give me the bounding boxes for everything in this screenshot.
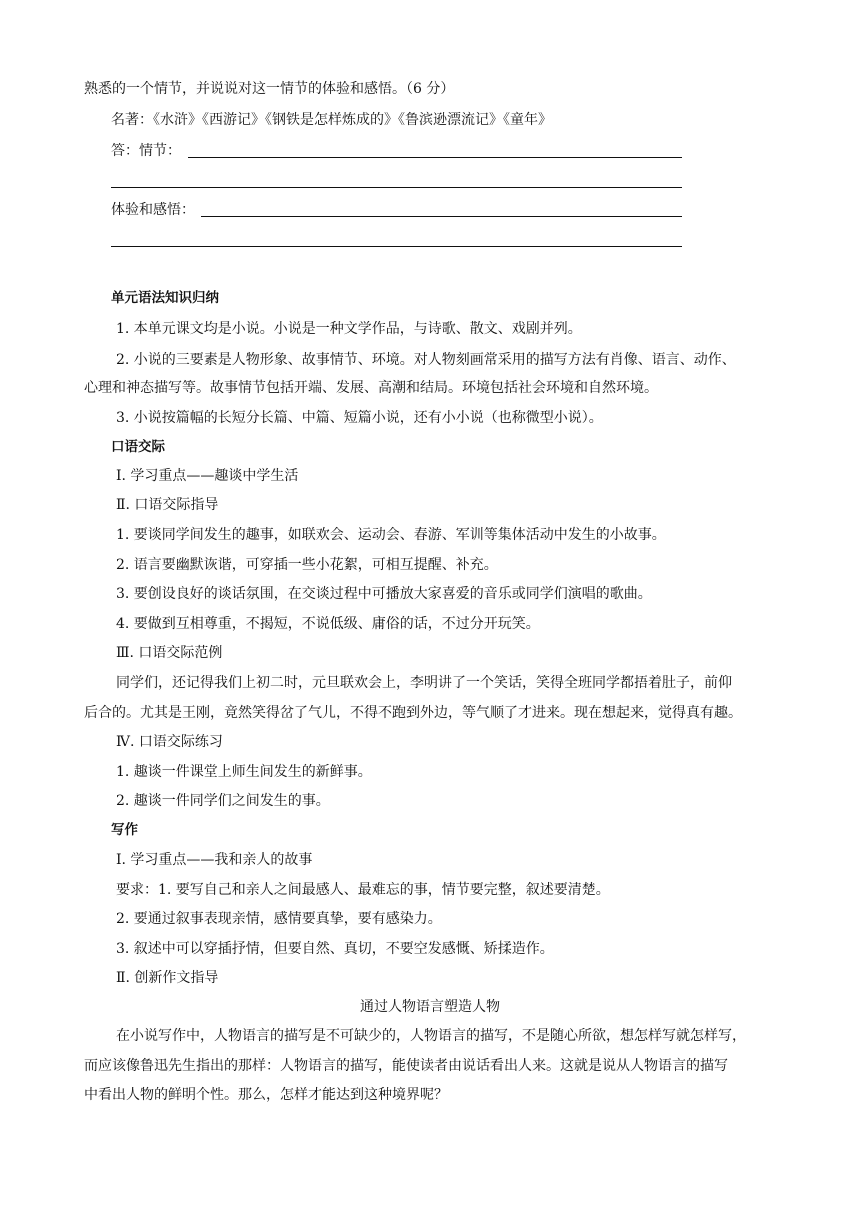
answer-plot-label: 答：情节： [111, 143, 181, 159]
article-title: 通过人物语言塑造人物 [360, 999, 500, 1015]
oral-guide-4: 4. 要做到互相尊重，不揭短，不说低级、庸俗的话，不过分开玩笑。 [116, 616, 540, 632]
oral-section-3: Ⅲ. 口语交际范例 [116, 645, 223, 661]
oral-example-line-2: 后合的。尤其是王刚，竟然笑得岔了气儿，不得不跑到外边，等气顺了才进来。现在想起来，觉得真有趣。 [84, 705, 742, 721]
oral-section-2: Ⅱ. 口语交际指导 [116, 497, 219, 513]
oral-guide-2: 2. 语言要幽默诙谐，可穿插一些小花絮，可相互提醒、补充。 [116, 557, 498, 573]
article-line-3: 中看出人物的鲜明个性。那么，怎样才能达到这种境界呢？ [84, 1087, 448, 1103]
oral-section-4: Ⅳ. 口语交际练习 [116, 734, 223, 750]
writing-heading: 写作 [111, 822, 138, 838]
writing-section-2: Ⅱ. 创新作文指导 [116, 970, 219, 986]
oral-heading: 口语交际 [111, 439, 165, 455]
answer-plot-blank-2[interactable] [111, 187, 682, 188]
article-line-1: 在小说写作中，人物语言的描写是不可缺少的，人物语言的描写，不是随心所欲，想怎样写就怎样写， [116, 1028, 746, 1044]
grammar-point-1: 1. 本单元课文均是小说。小说是一种文学作品，与诗歌、散文、戏剧并列。 [116, 321, 582, 337]
grammar-point-2-line-1: 2. 小说的三要素是人物形象、故事情节、环境。对人物刻画常采用的描写方法有肖像、语言、动作、 [116, 352, 736, 368]
answer-plot-blank-1[interactable] [188, 157, 682, 158]
article-line-2: 而应该像鲁迅先生指出的那样：人物语言的描写，能使读者由说话看出人来。这就是说从人物语言的描写 [84, 1058, 728, 1074]
answer-feeling-blank-2[interactable] [111, 246, 682, 247]
answer-feeling-label: 体验和感悟： [111, 202, 195, 218]
writing-requirement-1: 要求：1. 要写自己和亲人之间最感人、最难忘的事，情节要完整，叙述要清楚。 [116, 882, 610, 898]
oral-guide-1: 1. 要谈同学间发生的趣事，如联欢会、运动会、春游、军训等集体活动中发生的小故事。 [116, 527, 666, 543]
writing-requirement-2: 2. 要通过叙事表现亲情，感情要真挚，要有感染力。 [116, 911, 442, 927]
oral-guide-3: 3. 要创设良好的谈话氛围，在交谈过程中可播放大家喜爱的音乐或同学们演唱的歌曲。 [116, 586, 652, 602]
oral-practice-1: 1. 趣谈一件课堂上师生间发生的新鲜事。 [116, 764, 372, 780]
answer-feeling-blank-1[interactable] [201, 216, 682, 217]
books-list: 名著：《水浒》《西游记》《钢铁是怎样炼成的》《鲁滨逊漂流记》《童年》 [111, 112, 552, 128]
grammar-heading: 单元语法知识归纳 [111, 290, 219, 306]
oral-example-line-1: 同学们，还记得我们上初二时，元旦联欢会上，李明讲了一个笑话，笑得全班同学都捂着肚子，前仰 [116, 675, 732, 691]
oral-practice-2: 2. 趣谈一件同学们之间发生的事。 [116, 793, 330, 809]
writing-requirement-3: 3. 叙述中可以穿插抒情，但要自然、真切，不要空发感慨、矫揉造作。 [116, 941, 554, 957]
grammar-point-2-line-2: 心理和神态描写等。故事情节包括开端、发展、高潮和结局。环境包括社会环境和自然环境。 [84, 380, 658, 396]
grammar-point-3: 3. 小说按篇幅的长短分长篇、中篇、短篇小说，还有小小说（也称微型小说）。 [116, 410, 603, 426]
writing-section-1: Ⅰ. 学习重点——我和亲人的故事 [116, 852, 313, 868]
question-continuation: 熟悉的一个情节，并说说对这一情节的体验和感悟。（6 分） [84, 81, 455, 97]
oral-section-1: Ⅰ. 学习重点——趣谈中学生活 [116, 468, 299, 484]
